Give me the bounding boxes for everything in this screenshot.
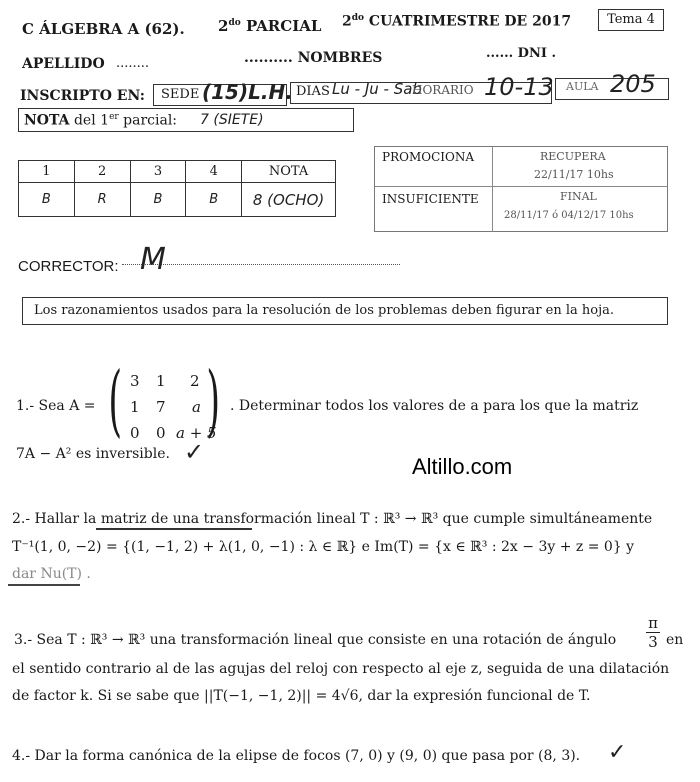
header-term (342, 13, 571, 30)
header-term-num: 2 (342, 13, 352, 30)
dias-label: DIAS (296, 84, 330, 99)
p4-check: ✓ (608, 740, 627, 765)
corrector-label: CORRECTOR: (18, 258, 119, 275)
p2-underline (96, 528, 252, 530)
header-exam (218, 17, 321, 35)
dni-label: ...... DNI . (486, 46, 556, 61)
grades-table (18, 160, 336, 217)
tema-box (598, 9, 664, 31)
grades-value-row (19, 183, 336, 217)
recupera-label: RECUPERA (540, 150, 606, 163)
notice-text: Los razonamientos usados para la resolución de los problemas deben figurar en la hoja. (34, 303, 615, 318)
header-course: C ÁLGEBRA A (62). (22, 20, 185, 38)
insuficiente-label: INSUFICIENTE (382, 192, 479, 206)
p1-matrix-left-paren: ( (108, 356, 123, 446)
p1-line2: 7A − A² es inversible. (16, 446, 170, 462)
grade-3: B (130, 183, 186, 217)
final-label: FINAL (560, 190, 597, 203)
p1-matrix-cell-00: 3 (130, 372, 140, 390)
p2-line3: dar Nu(T) . (12, 566, 91, 582)
header-term-sup: do (351, 13, 365, 23)
p3-line2: el sentido contrario al de las agujas del reloj con respecto al eje z, seguida de una dilatación (12, 661, 670, 677)
sede-label: SEDE (161, 87, 200, 102)
nota-primer-label-c: parcial: (118, 112, 178, 129)
grade-4: B (186, 183, 242, 217)
sede-value: (15)L.H. (202, 80, 293, 104)
aula-value: 205 (610, 70, 656, 98)
grade-1: B (19, 183, 75, 217)
horario-label: HORARIO (412, 83, 474, 97)
grades-header-row (19, 161, 336, 183)
p1-check: ✓ (184, 438, 205, 466)
header-exam-sup: do (228, 18, 241, 28)
p2-line2: T⁻¹(1, 0, −2) = {(1, −1, 2) + λ(1, 0, −1) : λ ∈ ℝ} e Im(T) = {x ∈ ℝ³ : 2x − 3y + z = 0} y (12, 539, 635, 555)
nombres-label: .......... NOMBRES (244, 50, 383, 66)
nota-primer-label-b: del 1 (69, 112, 110, 129)
status-divider-v (492, 146, 493, 232)
header-exam-num: 2 (218, 17, 229, 35)
p1-text: . Determinar todos los valores de a para los que la matriz (230, 398, 639, 414)
nota-primer-label-a: NOTA (24, 112, 70, 129)
final-dates: 28/11/17 ó 04/12/17 10hs (504, 210, 634, 221)
p3-line1: 3.- Sea T : ℝ³ → ℝ³ una transformación lineal que consiste en una rotación de ángulo (14, 632, 617, 648)
horario-value: 10-13 (484, 73, 554, 101)
apellido-dots: ........ (116, 56, 150, 71)
header-exam-word: PARCIAL (245, 17, 322, 35)
p2-nu-underline (8, 584, 80, 586)
grades-header-3: 3 (130, 161, 186, 183)
p1-matrix-cell-21: 0 (156, 424, 166, 442)
grade-2: R (74, 183, 130, 217)
recupera-date: 22/11/17 10hs (534, 168, 614, 181)
p3-line1-end: en (666, 632, 684, 648)
inscripto-label: INSCRIPTO EN: (20, 88, 145, 104)
status-divider-h (374, 186, 668, 187)
p3-frac-num: π (648, 614, 658, 632)
corrector-value: M (140, 242, 166, 277)
p1-matrix-cell-20: 0 (130, 424, 140, 442)
grades-header-4: 4 (186, 161, 242, 183)
p1-matrix-cell-22: a + 5 (176, 424, 217, 442)
p2-line1: 2.- Hallar la matriz de una transformación lineal T : ℝ³ → ℝ³ que cumple simultáneamente (12, 511, 653, 527)
p1-matrix-cell-10: 1 (130, 398, 140, 416)
grades-header-2: 2 (74, 161, 130, 183)
watermark: Altillo.com (412, 454, 513, 479)
p3-line3: de factor k. Si se sabe que ||T(−1, −1, 2)|| = 4√6, dar la expresión funcional de T. (12, 688, 591, 704)
tema-label: Tema 4 (607, 12, 655, 27)
p1-matrix-cell-01: 1 (156, 372, 166, 390)
p1-prefix: 1.- Sea A = (16, 398, 96, 414)
p3-frac (646, 614, 660, 651)
p1-matrix (108, 356, 234, 446)
grades-header-1: 1 (19, 161, 75, 183)
p1-matrix-cell-02: 2 (190, 372, 200, 390)
dias-value: Lu - Ju - Sab (332, 80, 422, 98)
nota-primer-label (24, 112, 177, 129)
grade-nota: 8 (OCHO) (242, 183, 336, 217)
apellido-label: APELLIDO (22, 56, 105, 72)
p1-matrix-cell-11: 7 (156, 398, 166, 416)
grades-header-nota: NOTA (242, 161, 336, 183)
nota-primer-value: 7 (SIETE) (200, 112, 264, 128)
p3-frac-den: 3 (648, 633, 658, 651)
header-term-word: CUATRIMESTRE DE 2017 (368, 13, 572, 30)
nota-primer-sup: er (109, 112, 119, 122)
p1-matrix-right-paren: ) (206, 356, 221, 446)
promociona-label: PROMOCIONA (382, 150, 474, 164)
p4-line1: 4.- Dar la forma canónica de la elipse de focos (7, 0) y (9, 0) que pasa por (8, 3). (12, 748, 581, 764)
aula-label: AULA (566, 80, 599, 93)
p1-matrix-cell-12: a (192, 398, 201, 416)
